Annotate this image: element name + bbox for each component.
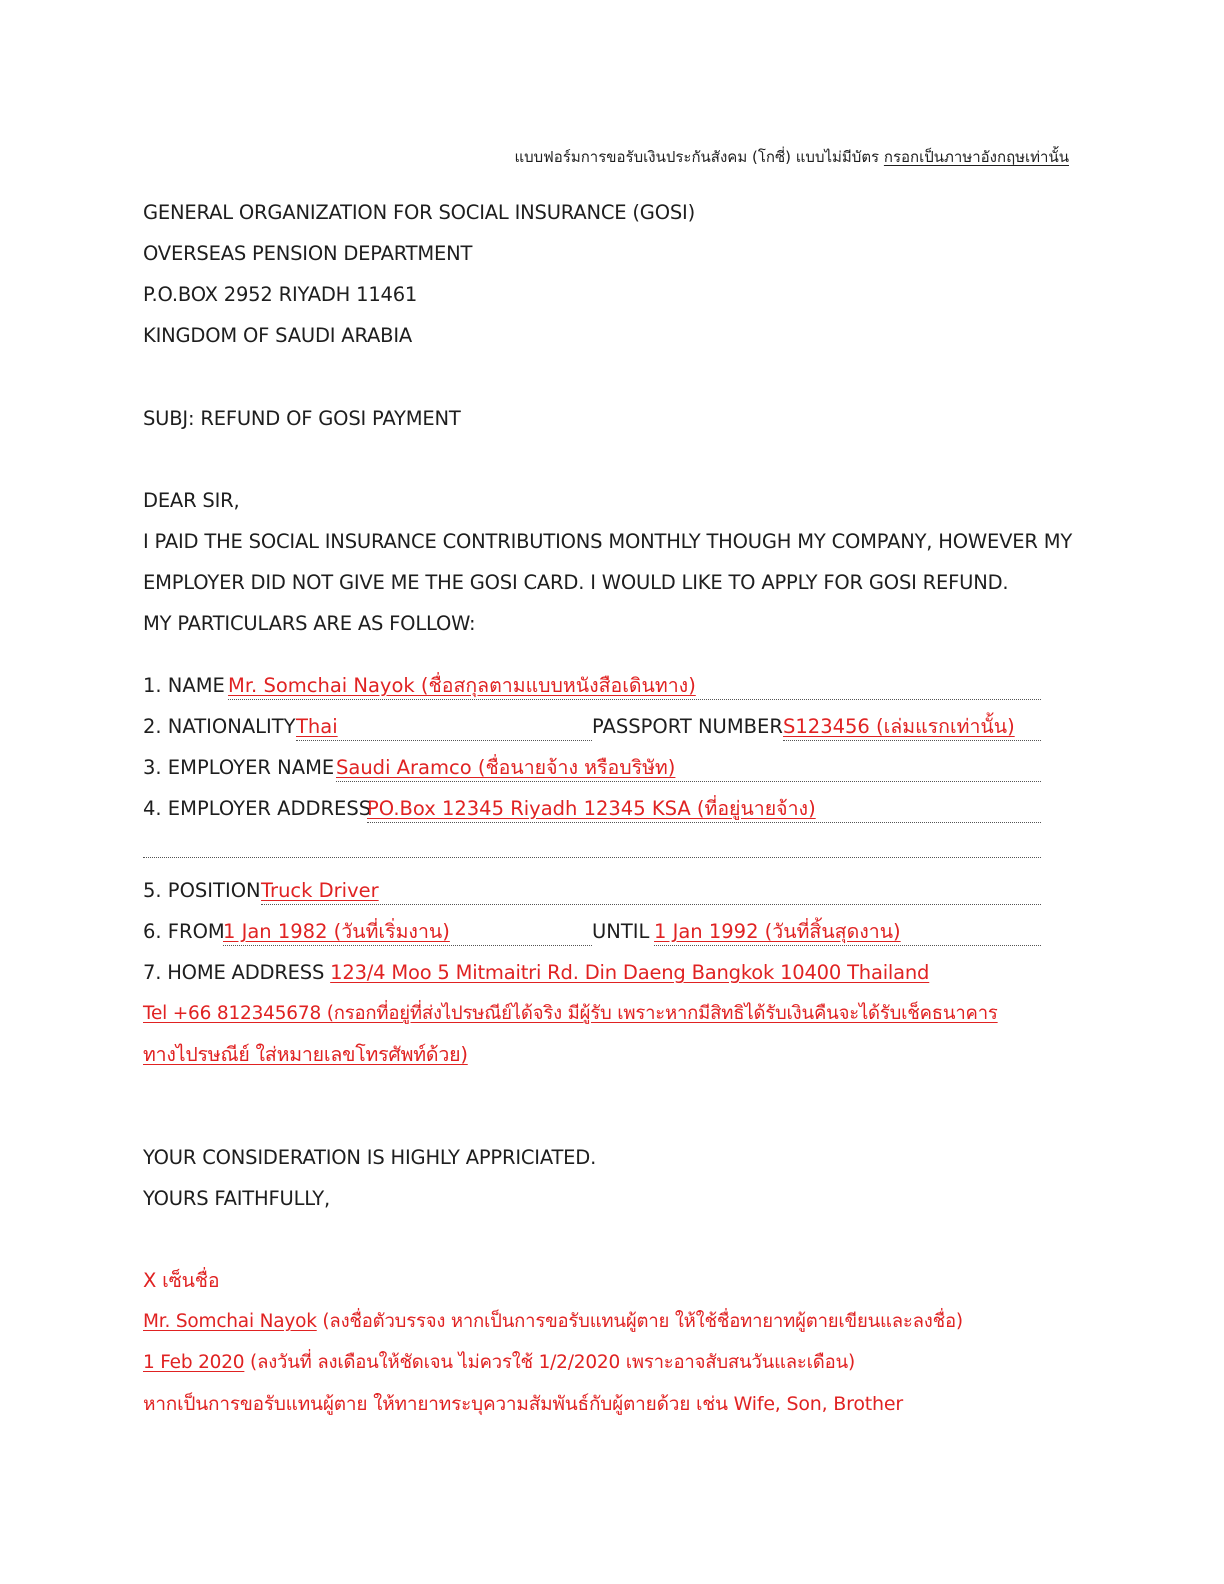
- body-line-1: I PAID THE SOCIAL INSURANCE CONTRIBUTIONS MONTHLY THOUGH MY COMPANY, HOWEVER MY: [143, 530, 1073, 553]
- signature-date-note: (ลงวันที่ ลงเดือนให้ชัดเจน ไม่ควรใช้ 1/2/2020 เพราะอาจสับสนวันและเดือน): [244, 1352, 855, 1373]
- field-employer-address-line[interactable]: [367, 796, 1041, 823]
- signature-name-value[interactable]: Mr. Somchai Nayok: [143, 1311, 317, 1332]
- recipient-org: GENERAL ORGANIZATION FOR SOCIAL INSURANCE (GOSI): [143, 201, 695, 224]
- header-note-text: แบบฟอร์มการขอรับเงินประกันสังคม (โกซี่) แบบไม่มีบัตร: [514, 148, 880, 166]
- field-employer-name-value: Saudi Aramco (ชื่อนายจ้าง หรือบริษัท): [336, 756, 676, 779]
- field-home-address-row: [143, 960, 929, 986]
- header-note-underlined: กรอกเป็นภาษาอังกฤษเท่านั้น: [883, 148, 1069, 166]
- field-passport-line[interactable]: [783, 714, 1041, 741]
- field-name-row: [143, 673, 1041, 699]
- field-name-line[interactable]: [228, 673, 1041, 700]
- recipient-department: OVERSEAS PENSION DEPARTMENT: [143, 242, 473, 265]
- field-position-value: Truck Driver: [261, 879, 379, 902]
- field-employer-name-label: 3. EMPLOYER NAME: [143, 756, 335, 779]
- closing-line-2: YOURS FAITHFULLY,: [143, 1187, 331, 1210]
- field-from-label: 6. FROM: [143, 920, 225, 943]
- form-header-note: [514, 146, 1069, 168]
- field-from-value: 1 Jan 1982 (วันที่เริ่มงาน): [223, 920, 450, 943]
- signature-relation-note: หากเป็นการขอรับแทนผู้ตาย ให้ทายาทระบุความสัมพันธ์กับผู้ตายด้วย เช่น Wife, Son, Brother: [143, 1393, 903, 1415]
- field-home-address-value[interactable]: 123/4 Moo 5 Mitmaitri Rd. Din Daeng Bangkok 10400 Thailand: [330, 961, 930, 984]
- field-position-label: 5. POSITION: [143, 879, 261, 902]
- subject-line: SUBJ: REFUND OF GOSI PAYMENT: [143, 407, 461, 430]
- field-employer-address-value: PO.Box 12345 Riyadh 12345 KSA (ที่อยู่นายจ้าง): [367, 797, 816, 820]
- field-nationality-line[interactable]: [296, 714, 592, 741]
- field-home-address-line-3[interactable]: ทางไปรษณีย์ ใส่หมายเลขโทรศัพท์ด้วย): [143, 1043, 468, 1066]
- field-until-value: 1 Jan 1992 (วันที่สิ้นสุดงาน): [654, 920, 901, 943]
- field-nationality-label: 2. NATIONALITY: [143, 715, 296, 738]
- greeting: DEAR SIR,: [143, 489, 240, 512]
- body-line-2: EMPLOYER DID NOT GIVE ME THE GOSI CARD. I WOULD LIKE TO APPLY FOR GOSI REFUND.: [143, 571, 1009, 594]
- signature-name-row: [143, 1309, 963, 1335]
- field-position-line[interactable]: [261, 878, 1041, 905]
- field-employer-address-row: [143, 796, 1041, 822]
- field-position-row: [143, 878, 1041, 904]
- recipient-pobox: P.O.BOX 2952 RIYADH 11461: [143, 283, 418, 306]
- field-period-row: [143, 919, 1041, 945]
- signature-line[interactable]: X เซ็นชื่อ: [143, 1269, 220, 1292]
- closing-line-1: YOUR CONSIDERATION IS HIGHLY APPRICIATED.: [143, 1146, 597, 1169]
- signature-date-row: [143, 1350, 855, 1376]
- field-name-value: Mr. Somchai Nayok (ชื่อสกุลตามแบบหนังสือเดินทาง): [228, 674, 696, 697]
- field-passport-label: PASSPORT NUMBER: [592, 715, 783, 738]
- field-home-address-label: 7. HOME ADDRESS: [143, 961, 325, 984]
- field-employer-name-line[interactable]: [336, 755, 1041, 782]
- field-employer-address-label: 4. EMPLOYER ADDRESS: [143, 797, 372, 820]
- field-until-label: UNTIL: [592, 920, 650, 943]
- body-line-3: MY PARTICULARS ARE AS FOLLOW:: [143, 612, 476, 635]
- field-employer-name-row: [143, 755, 1041, 781]
- field-nationality-value: Thai: [296, 715, 338, 738]
- field-employer-address-line-2[interactable]: [143, 835, 1041, 858]
- field-from-line[interactable]: [223, 919, 592, 946]
- recipient-country: KINGDOM OF SAUDI ARABIA: [143, 324, 413, 347]
- field-name-label: 1. NAME: [143, 674, 225, 697]
- field-until-line[interactable]: [654, 919, 1041, 946]
- signature-name-note: (ลงชื่อตัวบรรจง หากเป็นการขอรับแทนผู้ตาย ให้ใช้ชื่อทายาทผู้ตายเขียนและลงชื่อ): [316, 1311, 963, 1332]
- field-home-address-line-2[interactable]: Tel +66 812345678 (กรอกที่อยู่ที่ส่งไปรษณีย์ได้จริง มีผู้รับ เพราะหากมีสิทธิได้รับเงินคืนจะได้รับเช็คธนาคาร: [143, 1003, 998, 1024]
- signature-date-value[interactable]: 1 Feb 2020: [143, 1352, 245, 1373]
- field-nationality-row: [143, 714, 1041, 740]
- field-passport-value: S123456 (เล่มแรกเท่านั้น): [783, 715, 1015, 738]
